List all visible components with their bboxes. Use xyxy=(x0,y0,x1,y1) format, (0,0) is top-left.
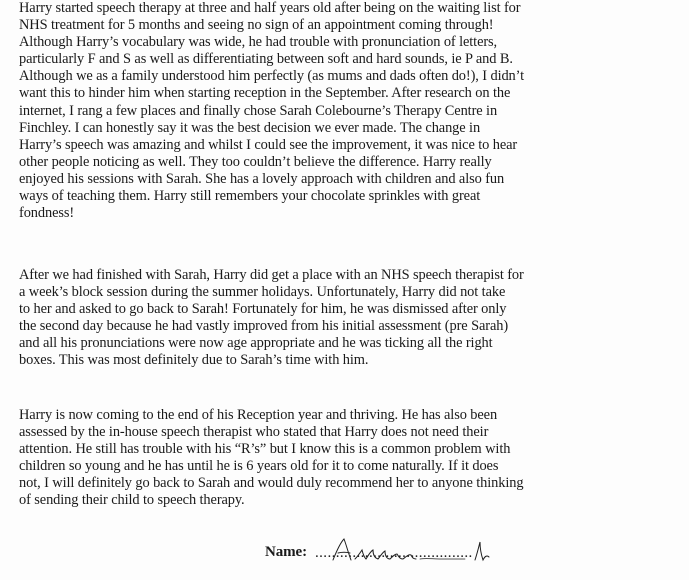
text-line: fondness! xyxy=(19,205,75,222)
signature-dotted-line: ...................................... xyxy=(315,545,473,561)
handwritten-signature xyxy=(325,534,525,568)
text-line: not, I will definitely go back to Sarah and would duly recommend her to anyone thinking xyxy=(19,475,524,492)
text-line: Although we as a family understood him perfectly (as mums and dads often do!), I didn’t xyxy=(19,68,524,85)
text-line: NHS treatment for 5 months and seeing no sign of an appointment coming through! xyxy=(19,17,494,34)
name-label: Name: xyxy=(265,544,307,560)
text-line: enjoyed his sessions with Sarah. She has a lovely approach with children and also fun xyxy=(19,170,505,187)
text-line: ways of teaching them. Harry still remembers your chocolate sprinkles with great xyxy=(19,188,481,205)
text-line: particularly F and S as well as differentiating between soft and hard sounds, ie P and B. xyxy=(19,51,513,68)
paragraph-1 xyxy=(19,0,687,222)
text-line: attention. He still has trouble with his “R’s” but I know this is a common problem with xyxy=(19,441,511,458)
text-line: other people noticing as well. They too couldn’t believe the difference. Harry really xyxy=(19,153,492,170)
text-line: the second day because he had vastly improved from his initial assessment (pre Sarah) xyxy=(19,318,509,335)
text-line: Harry is now coming to the end of his Reception year and thriving. He has also been xyxy=(19,407,498,423)
text-line: After we had finished with Sarah, Harry did get a place with an NHS speech therapist for xyxy=(19,267,524,283)
text-line: assessed by the in-house speech therapist who stated that Harry does not need their xyxy=(19,424,489,441)
text-line: and all his pronunciations were now age appropriate and he was ticking all the right xyxy=(19,335,493,352)
text-line: boxes. This was most definitely due to Sarah’s time with him. xyxy=(19,352,369,369)
text-line: Harry’s speech was amazing and whilst I could see the improvement, it was nice to hear xyxy=(19,136,518,153)
text-line: internet, I rang a few places and finally chose Sarah Colebourne’s Therapy Centre in xyxy=(19,102,498,119)
paragraph-2 xyxy=(19,267,687,370)
paragraph-3 xyxy=(19,407,687,510)
text-line: want this to hinder him when starting reception in the September. After research on the xyxy=(19,85,511,102)
signature-row xyxy=(265,538,525,568)
text-line: of sending their child to speech therapy. xyxy=(19,492,245,509)
text-line: to her and asked to go back to Sarah! Fortunately for him, he was dismissed after only xyxy=(19,301,507,318)
text-line: Although Harry’s vocabulary was wide, he had trouble with pronunciation of letters, xyxy=(19,34,498,51)
text-line: Harry started speech therapy at three and half years old after being on the waiting list for xyxy=(19,0,521,16)
text-line: Finchley. I can honestly say it was the best decision we ever made. The change in xyxy=(19,119,481,136)
text-line: children so young and he has until he is 6 years old for it to come naturally. If it does xyxy=(19,458,499,475)
text-line: a week’s block session during the summer holidays. Unfortunately, Harry did not take xyxy=(19,284,506,301)
